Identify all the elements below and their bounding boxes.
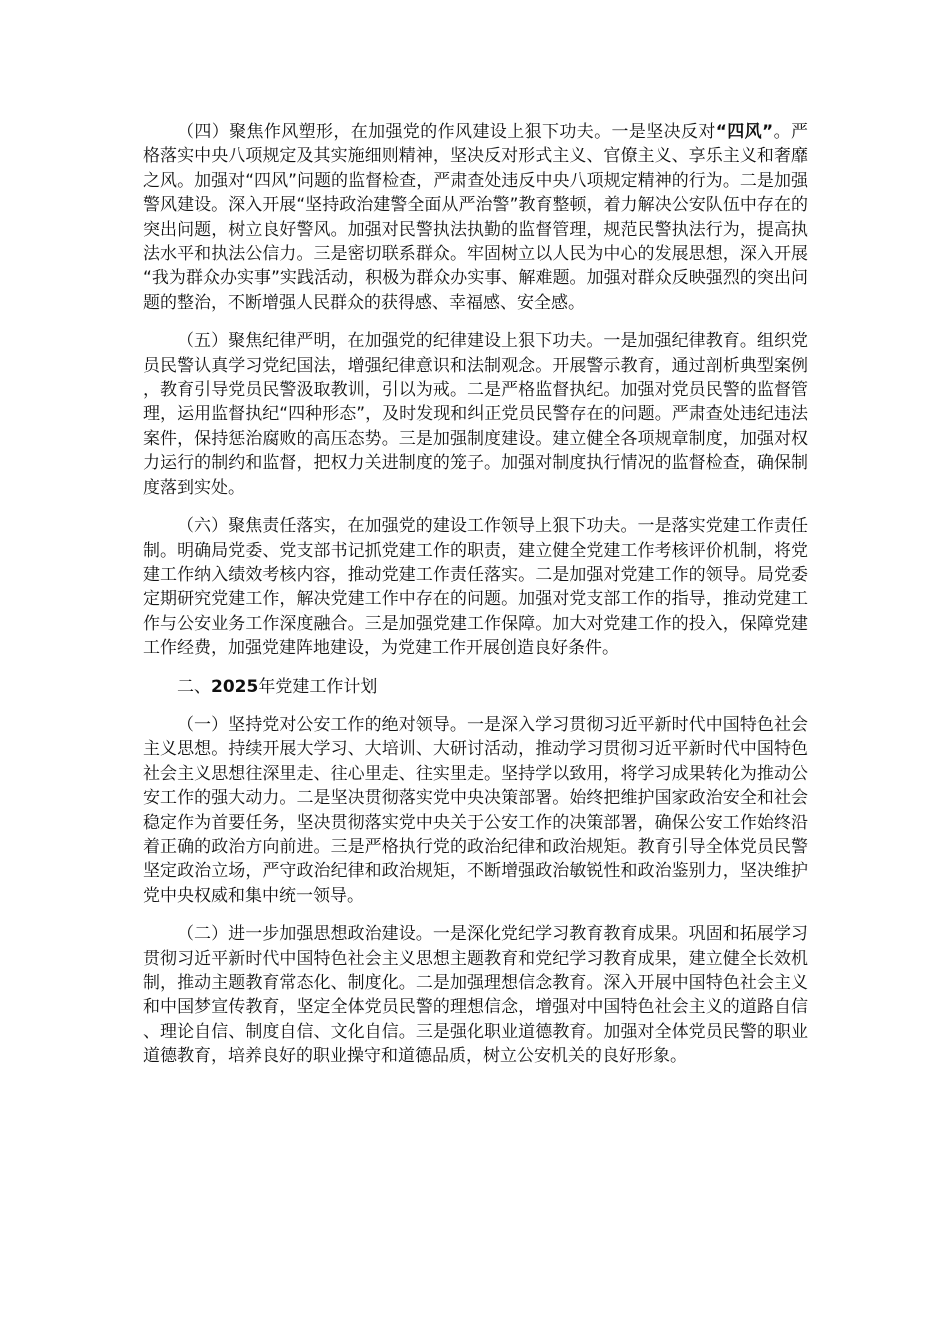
section-heading-number: 二、	[177, 676, 211, 697]
paragraph-section-6: （六）聚焦责任落实，在加强党的建设工作领导上狠下功夫。一是落实党建工作责任制。明确局党委、党支部书记抓党建工作的职责，建立健全党建工作考核评价机制，将党建工作纳入绩效考核内容，推动党建工作责任落实。二是加强对党建工作的领导。局党委定期研究党建工作，解决党建工作中存在的问题。加强对党支部工作的指导，推动党建工作与公安业务工作深度融合。三是加强党建工作保障。加大对党建工作的投入，保障党建工作经费，加强党建阵地建设，为党建工作开展创造良好条件。	[143, 516, 808, 659]
paragraph-section-4-bold-term: “四风”	[715, 122, 774, 142]
section-heading-2025-plan	[143, 675, 808, 699]
paragraph-section-5: （五）聚焦纪律严明，在加强党的纪律建设上狠下功夫。一是加强纪律教育。组织党员民警认真学习党纪国法，增强纪律意识和法制观念。开展警示教育，通过剖析典型案例，教育引导党员民警汲取教训，引以为戒。二是严格监督执纪。加强对党员民警的监督管理，运用监督执纪“四种形态”，及时发现和纠正党员民警存在的问题。严肃查处违纪违法案件，保持惩治腐败的高压态势。三是加强制度建设。建立健全各项规章制度，加强对权力运行的制约和监督，把权力关进制度的笼子。加强对制度执行情况的监督检查，确保制度落到实处。	[143, 331, 808, 498]
paragraph-section-4	[143, 120, 808, 315]
document-body	[143, 120, 808, 1083]
paragraph-section-4-lead: （四）聚焦作风塑形，在加强党的作风建设上狠下功夫。一是坚决反对	[177, 122, 716, 142]
paragraph-plan-1: （一）坚持党对公安工作的绝对领导。一是深入学习贯彻习近平新时代中国特色社会主义思想。持续开展大学习、大培训、大研讨活动，推动学习贯彻习近平新时代中国特色社会主义思想往深里走、往心里走、往实里走。坚持学以致用，将学习成果转化为推动公安工作的强大动力。二是坚决贯彻落实党中央决策部署。始终把维护国家政治安全和社会稳定作为首要任务，坚决贯彻落实党中央关于公安工作的决策部署，确保公安工作始终沿着正确的政治方向前进。三是严格执行党的政治纪律和政治规矩。教育引导全体党员民警坚定政治立场，严守政治纪律和政治规矩，不断增强政治敏锐性和政治鉴别力，坚决维护党中央权威和集中统一领导。	[143, 714, 808, 906]
section-heading-title: 年党建工作计划	[258, 676, 378, 697]
paragraph-section-4-rest: 。严格落实中央八项规定及其实施细则精神，坚决反对形式主义、官僚主义、享乐主义和奢靡之风。加强对“四风”问题的监督检查，严肃查处违反中央八项规定精神的行为。二是加强警风建设。深入开展“坚持政治建警全面从严治警”教育整顿，着力解决公安队伍中存在的突出问题，树立良好警风。加强对民警执法执勤的监督管理，规范民警执法行为，提高执法水平和执法公信力。三是密切联系群众。牢固树立以人民为中心的发展思想，深入开展“我为群众办实事”实践活动，积极为群众办实事、解难题。加强对群众反映强烈的突出问题的整治，不断增强人民群众的获得感、幸福感、安全感。	[143, 122, 808, 313]
paragraph-plan-2: （二）进一步加强思想政治建设。一是深化党纪学习教育教育成果。巩固和拓展学习贯彻习近平新时代中国特色社会主义思想主题教育和党纪学习教育成果，建立健全长效机制，推动主题教育常态化、制度化。二是加强理想信念教育。深入开展中国特色社会主义和中国梦宣传教育，坚定全体党员民警的理想信念，增强对中国特色社会主义的道路自信、理论自信、制度自信、文化自信。三是强化职业道德教育。加强对全体党员民警的职业道德教育，培养良好的职业操守和道德品质，树立公安机关的良好形象。	[143, 924, 808, 1067]
section-heading-year: 2025	[211, 676, 259, 697]
